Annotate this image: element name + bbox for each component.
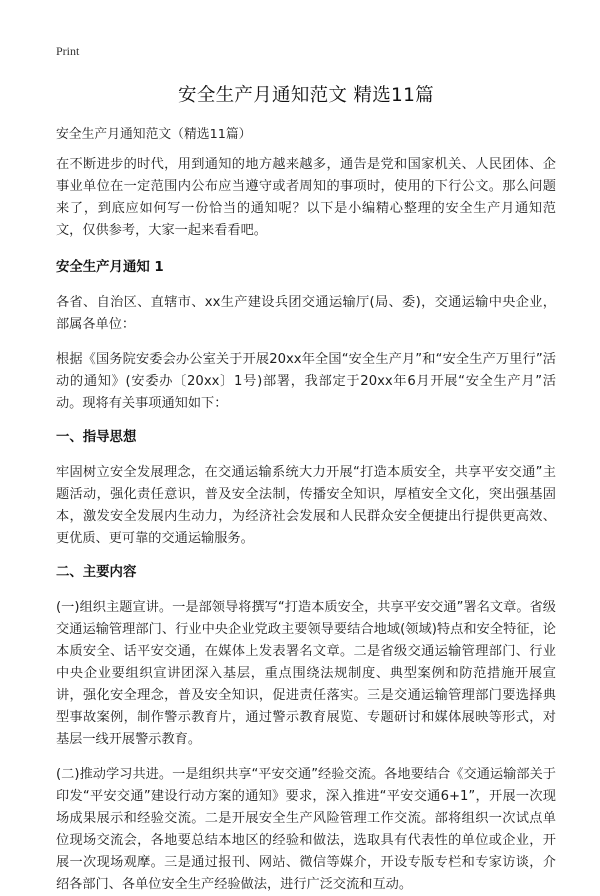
main-content-heading: 二、主要内容 — [56, 565, 137, 580]
item-2-paragraph: (二)推动学习共进。一是组织共享“平安交通”经验交流。各地要结合《交通运输部关于印发“平安交通”建设行动方案的通知》要求，深入推进“平安交通6+1”，开展一次现场成果展示和经验交流。二是开展安全生产风险管理工作交流。部将组织一次试点单位现场交流会，各地要总结本地区的经验和做法，选取具有代表性的单位或企业，开展一次现场观摩。三是通过报刊、网站、微信等媒介，开设专版专栏和专家访谈，介绍各部门、各单位安全生产经验做法，进行广泛交流和互动。 — [56, 767, 556, 892]
recipients-paragraph: 各省、自治区、直辖市、xx生产建设兵团交通运输厅(局、委)，交通运输中央企业，部属各单位： — [56, 295, 556, 332]
basis-paragraph: 根据《国务院安委会办公室关于开展20xx年全国“安全生产月”和“安全生产万里行”活动的通知》(安委办〔20xx〕1号)部署，我部定于20xx年6月开展“安全生产月”活动。现将有关事项通知如下： — [56, 352, 556, 411]
section-heading: 安全生产月通知 1 — [56, 260, 164, 275]
document-subtitle: 安全生产月通知范文（精选11篇） — [56, 127, 252, 142]
guiding-heading: 一、指导思想 — [56, 430, 137, 445]
document-title: 安全生产月通知范文 精选11篇 — [178, 85, 434, 106]
guiding-paragraph: 牢固树立安全发展理念，在交通运输系统大力开展“打造本质安全，共享平安交通”主题活动，强化责任意识，普及安全法制，传播安全知识，厚植安全文化，突出强基固本，激发安全发展内生动力，为经济社会发展和人民群众安全便捷出行提供更高效、更优质、更可靠的交通运输服务。 — [56, 465, 556, 546]
print-label[interactable]: Print — [56, 44, 80, 58]
intro-paragraph: 在不断进步的时代，用到通知的地方越来越多，通告是党和国家机关、人民团体、企事业单位在一定范围内公布应当遵守或者周知的事项时，使用的下行公文。那么问题来了，到底应如何写一份恰当的通知呢？以下是小编精心整理的安全生产月通知范文，仅供参考，大家一起来看看吧。 — [56, 157, 556, 238]
item-1-paragraph: (一)组织主题宣讲。一是部领导将撰写“打造本质安全，共享平安交通”署名文章。省级交通运输管理部门、行业中央企业党政主要领导要结合地域(领域)特点和安全特征，论本质安全、话平安交通，在媒体上发表署名文章。二是省级交通运输管理部门、行业中央企业要组织宣讲团深入基层，重点围绕法规制度、典型案例和防范措施开展宣讲，强化安全理念，普及安全知识，促进责任落实。三是交通运输管理部门要选择典型事故案例，制作警示教育片，通过警示教育展览、专题研讨和媒体展映等形式，对基层一线开展警示教育。 — [56, 600, 556, 747]
